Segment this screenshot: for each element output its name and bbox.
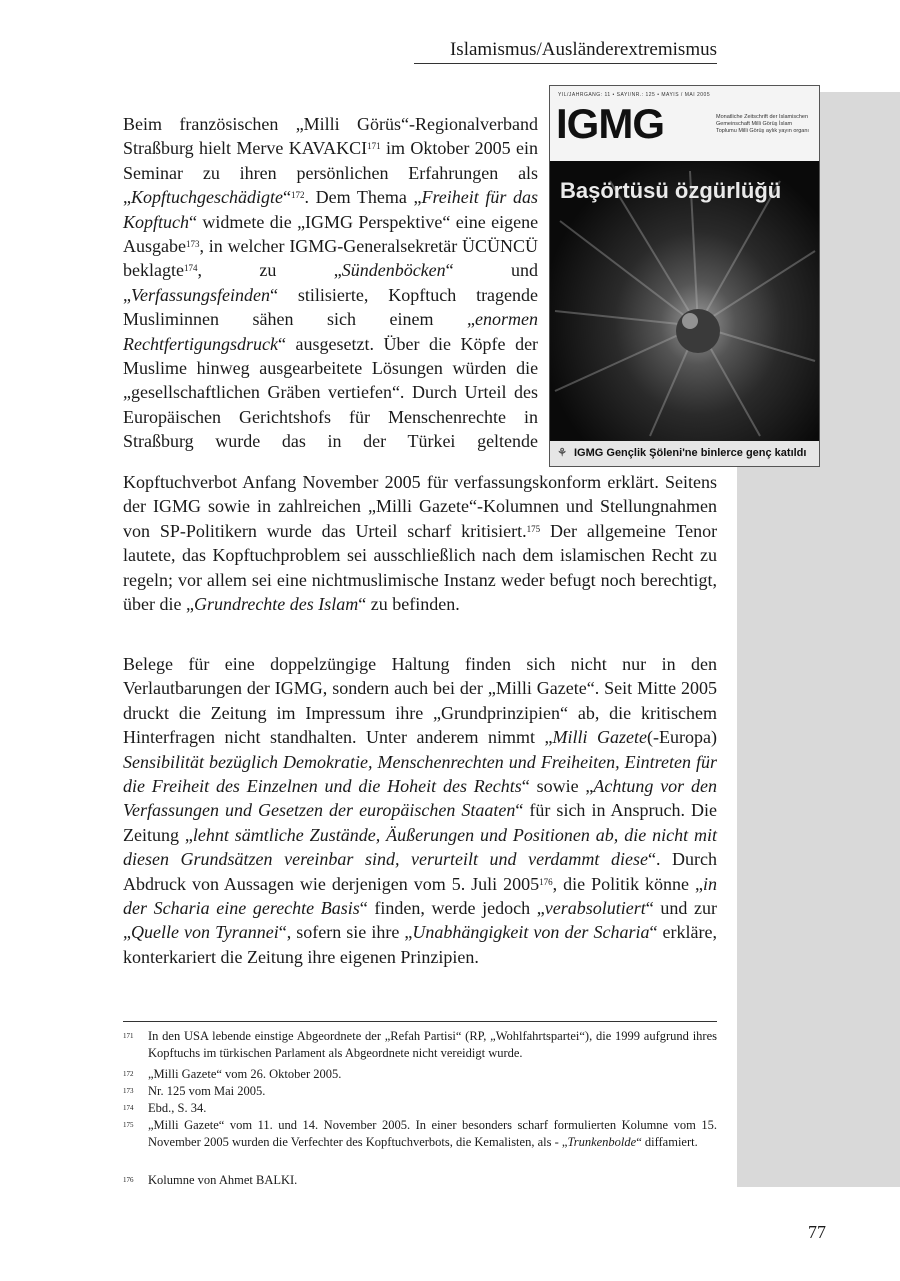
text-run: “ und zur „ bbox=[123, 898, 717, 943]
text-run: “ diffamiert. bbox=[636, 1135, 698, 1149]
footnote-ref: 173 bbox=[185, 239, 200, 250]
footnote-number: 172 bbox=[123, 1070, 134, 1078]
footnote-text: Nr. 125 vom Mai 2005. bbox=[148, 1084, 266, 1098]
body-paragraph-1-wrapped: Beim französischen „Milli Görüs“-Regionalverband Straßburg hielt Merve KAVAKCI$^{171}$ im Oktober 2005 ein Seminar zu ihren persönlichen Erfahrungen als „Kopftuchgeschädigte“$^{172}$. Dem Thema „Freiheit für das Kopftuch“ widmete die „IGMG Perspektive“ eine eigene Ausgabe$^{173}$, in welcher IGMG-Generalsekretär ÜCÜNCÜ beklagte$^{174}$, zu „Sündenböcken“ und „Verfassungsfeinden“ stilisierte, Kopftuch tragende Musliminnen sähen sich einem „enormen Rechtfertigungsdruck“ ausgesetzt. Über die Köpfe der Muslime hinweg ausgearbeitete Lösungen würden die „gesellschaftlichen Gräben vertiefen“. Durch Urteil des Europäischen Gerichtshofs für Menschenrechte in Straßburg wurde das in der Türkei geltende bbox=[123, 114, 539, 452]
text-run: (-Europa) bbox=[647, 727, 718, 748]
text-run: , die Politik könne „ bbox=[552, 873, 703, 894]
text-run: “, sofern sie ihre „ bbox=[278, 922, 413, 943]
footnote-ref: 175 bbox=[526, 523, 541, 534]
emphasis: Trunkenbolde bbox=[567, 1135, 637, 1149]
footnote-divider bbox=[123, 1021, 717, 1022]
footnote bbox=[123, 1117, 717, 1151]
footnote-text bbox=[148, 1117, 717, 1151]
cover-masthead bbox=[550, 86, 819, 161]
emphasis: Quelle von Tyrannei bbox=[131, 922, 279, 943]
footnote-number: 174 bbox=[123, 1104, 134, 1112]
text-run: Belege für eine doppelzüngige Haltung finden sich nicht nur in den Verlautbarungen der IGMG, sondern auch bei der „Milli Gazete“. Seit Mitte 2005 druckt die Zeitung im Impressum ihre „Grundprinzipien“ ab, die kritischem Hinterfragen nicht standhalten. Unter anderem nimmt „ bbox=[123, 654, 717, 748]
igmg-logo: IGMG bbox=[556, 100, 664, 147]
footnote-text: Kolumne von Ahmet BALKI. bbox=[148, 1173, 298, 1187]
emphasis: Achtung vor den Verfassungen und Gesetzen der europäischen Staaten bbox=[123, 776, 717, 821]
body-paragraph-2 bbox=[123, 652, 717, 969]
footnote bbox=[123, 1083, 717, 1100]
cover-issue-line: YIL/JAHRGANG: 11 • SAYI/NR.: 125 • MAYIS / MAI 2005 bbox=[558, 92, 711, 98]
footnote-ref: 176 bbox=[539, 876, 553, 887]
footnote-ref: 172 bbox=[290, 190, 305, 201]
text-run: “ sowie „ bbox=[521, 776, 594, 797]
text-run: “. Durch Abdruck von Aussagen wie derjenigen vom 5. Juli 2005 bbox=[123, 849, 717, 894]
cover-caption bbox=[550, 441, 819, 466]
cover-headline: Başörtüsü özgürlüğü bbox=[560, 178, 782, 203]
running-header: Islamismus/Ausländerextremismus bbox=[414, 38, 717, 64]
runner-icon: ⚘ bbox=[557, 447, 567, 459]
cover-caption-text: IGMG Gençlik Şöleni'ne binlerce genç katıldı bbox=[574, 447, 807, 459]
emphasis: verabsolutiert bbox=[544, 898, 646, 919]
footnote bbox=[123, 1066, 717, 1083]
footnote-text: In den USA lebende einstige Abgeordnete der „Refah Partisi“ (RP, „Wohlfahrtspartei“), die 1999 aufgrund ihres Kopftuchs im türkischen Parlament als Abgeordnete nicht vereidigt wurde. bbox=[148, 1029, 717, 1060]
footnote-text: „Milli Gazete“ vom 26. Oktober 2005. bbox=[148, 1067, 342, 1081]
footnote bbox=[123, 1028, 717, 1062]
footnote-ref: 174 bbox=[183, 263, 198, 274]
text-run: “ erkläre, konterkariert die Zeitung ihre eigenen Prinzipien. bbox=[123, 922, 717, 967]
footnote bbox=[123, 1100, 717, 1117]
footnote-ref: 171 bbox=[367, 141, 381, 152]
page-number: 77 bbox=[808, 1222, 826, 1242]
footnote-text: Ebd., S. 34. bbox=[148, 1101, 207, 1115]
footnote-number: 176 bbox=[123, 1176, 134, 1184]
footnote-number: 173 bbox=[123, 1087, 134, 1095]
emphasis: in der Scharia eine gerechte Basis bbox=[123, 873, 718, 919]
emphasis: lehnt sämtliche Zustände, Äußerungen und Positionen ab, die nicht mit diesen Grundsätzen vereinbar sind, verurteilt und verdammt diese bbox=[123, 824, 717, 870]
footnote-number: 171 bbox=[123, 1032, 134, 1040]
magazine-cover-image bbox=[549, 85, 820, 467]
text-run: „Milli Gazete“ vom 11. und 14. November 2005. In einer besonders scharf formulierten Kolumne vom 15. November 2005 wurden die Verfechter des Kopftuchverbots, die Kemalisten, als - „ bbox=[148, 1118, 717, 1149]
emphasis: Milli Gazete bbox=[552, 727, 648, 748]
footnote bbox=[123, 1172, 717, 1189]
emphasis: Sensibilität bezüglich Demokratie, Menschenrechten und Freiheiten, Eintreten für die Freiheit des Einzelnen und die Hoheit des Rechts bbox=[123, 751, 717, 797]
cover-subtitle: Monatliche Zeitschrift der Islamischen Gemeinschaft Milli Görüş İslam Toplumu Milli Görüş aylık yayın organı bbox=[716, 114, 809, 134]
emphasis: Unabhängigkeit von der Scharia bbox=[412, 922, 650, 943]
footnote-number: 175 bbox=[123, 1121, 134, 1129]
body-paragraph-1-continued: Kopftuchverbot Anfang November 2005 für verfassungskonform erklärt. Seitens der IGMG sowie in zahlreichen „Milli Gazete“-Kolumnen und Stellungnahmen von SP-Politikern wurde das Urteil scharf kritisiert.$^{175}$ Der allgemeine Tenor lautete, das Kopftuchproblem sei ausschließlich nach dem islamischen Recht zu regeln; vor allem sei eine nichtmuslimische Instanz weder befugt noch berechtigt, über die „Grundrechte des Islam“ zu befinden. bbox=[123, 472, 718, 615]
text-run: “ für sich in Anspruch. Die Zeitung „ bbox=[123, 800, 717, 845]
text-run: “ finden, werde jedoch „ bbox=[359, 898, 545, 919]
